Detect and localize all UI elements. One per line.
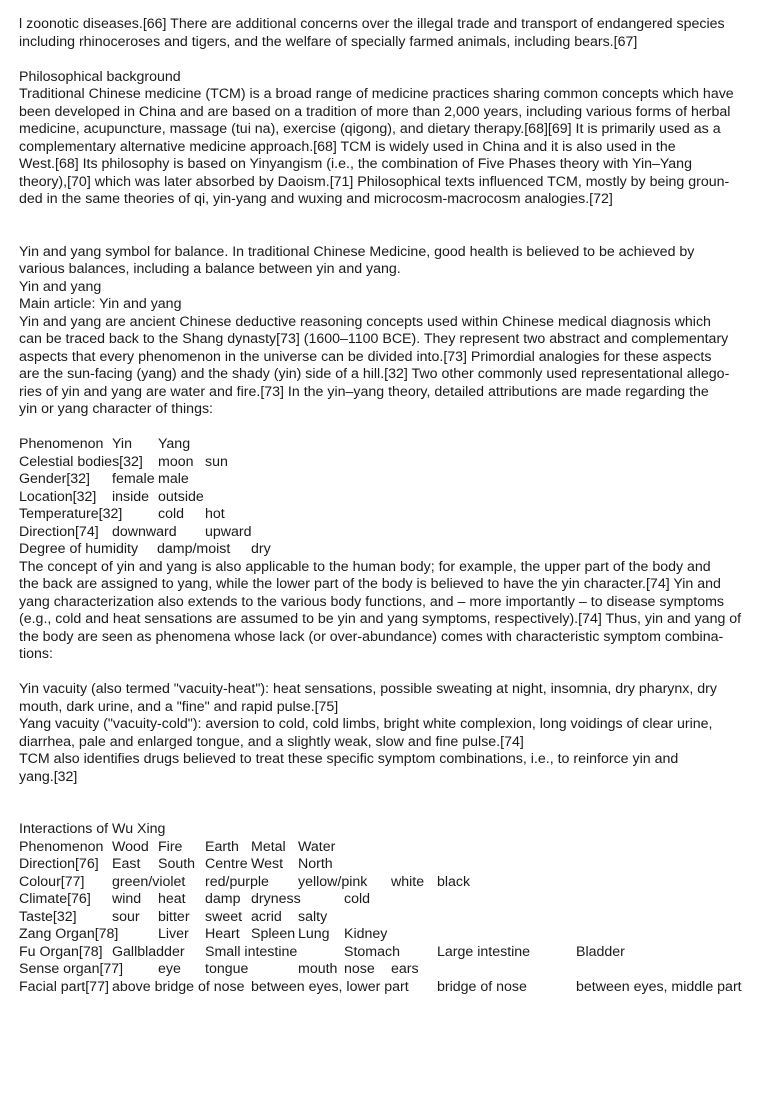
table-cell: heat bbox=[158, 891, 186, 907]
table-cell: Taste[32] bbox=[19, 908, 77, 925]
table-header-cell: Fire bbox=[158, 838, 183, 855]
table-cell: white bbox=[391, 873, 425, 890]
table-cell: inside bbox=[112, 488, 150, 505]
yinyang-line: aspects that every phenomenon in the universe can be divided into.[73] Primordial analogies for these aspects bbox=[19, 348, 712, 365]
table-cell: sour bbox=[112, 908, 140, 925]
table-cell: damp/moist bbox=[157, 541, 231, 557]
philosophical-line: Traditional Chinese medicine (TCM) is a broad range of medicine practices sharing common concepts which have bbox=[19, 86, 734, 102]
table-cell: above bridge of nose bbox=[112, 978, 245, 995]
table-cell: North bbox=[298, 856, 333, 872]
table-header-cell: Earth bbox=[205, 838, 239, 855]
table-cell: dry bbox=[251, 541, 271, 557]
intro-line: l zoonotic diseases.[66] There are additional concerns over the illegal trade and transport of endangered species bbox=[19, 16, 725, 32]
table-cell: cold bbox=[158, 506, 185, 522]
table-cell: Temperature[32] bbox=[19, 506, 123, 522]
table-row bbox=[19, 926, 749, 944]
table-row bbox=[19, 856, 749, 874]
table-cell: Climate[76] bbox=[19, 891, 91, 907]
table-cell: cold bbox=[344, 891, 371, 907]
table-cell: Degree of humidity bbox=[19, 541, 139, 557]
philosophical-heading: Philosophical background bbox=[19, 68, 181, 85]
table-cell: dryness bbox=[251, 891, 301, 907]
body-line: (e.g., cold and heat sensations are assumed to be yin and yang symptoms, respectively).[74] Thus, yin and yang of bbox=[19, 611, 742, 627]
table-cell: Gender[32] bbox=[19, 471, 90, 487]
table-cell: downward bbox=[112, 523, 177, 540]
vacuity-line: TCM also identifies drugs believed to treat these specific symptom combinations, i.e., to reinforce yin and bbox=[19, 751, 679, 767]
table-cell: upward bbox=[205, 523, 252, 540]
wuxing-section bbox=[19, 821, 749, 996]
table-cell: Centre bbox=[205, 856, 248, 872]
table-cell: Small intestine bbox=[205, 943, 298, 960]
table-cell: Liver bbox=[158, 926, 189, 942]
table-cell: Heart bbox=[205, 926, 240, 942]
table-row bbox=[19, 944, 749, 962]
vacuity-line: Yin vacuity (also termed "vacuity-heat"): heat sensations, possible sweating at night, insomnia, dry pharynx, dry bbox=[19, 681, 717, 697]
table-cell: bridge of nose bbox=[437, 978, 527, 995]
table-cell: Fu Organ[78] bbox=[19, 943, 103, 960]
table-cell: between eyes, lower part bbox=[251, 978, 409, 995]
table-cell: Direction[74] bbox=[19, 523, 99, 540]
table-cell: outside bbox=[158, 488, 204, 505]
table-cell: Colour[77] bbox=[19, 873, 85, 890]
yinyang-line: are the sun-facing (yang) and the shady (yin) side of a hill.[32] Two other commonly used representational allego- bbox=[19, 366, 730, 382]
table-row bbox=[19, 524, 749, 542]
table-cell: eye bbox=[158, 961, 181, 977]
table-cell: black bbox=[437, 873, 471, 890]
table-cell: male bbox=[158, 471, 189, 487]
table-cell: bitter bbox=[158, 908, 190, 925]
wuxing-heading: Interactions of Wu Xing bbox=[19, 821, 166, 837]
table-cell: hot bbox=[205, 506, 225, 522]
table-row bbox=[19, 489, 749, 507]
yinyang-table bbox=[19, 436, 749, 559]
table-cell: Kidney bbox=[344, 926, 388, 942]
table-header-cell: Wood bbox=[112, 838, 149, 855]
table-cell: tongue bbox=[205, 961, 249, 977]
main-article-note: Main article: Yin and yang bbox=[19, 296, 182, 312]
table-cell: Facial part[77] bbox=[19, 978, 109, 995]
table-cell: sweet bbox=[205, 908, 243, 925]
table-cell: nose bbox=[344, 961, 375, 977]
table-cell: Bladder bbox=[576, 943, 625, 960]
yinyang-section bbox=[19, 244, 749, 419]
table-cell: female bbox=[112, 471, 155, 487]
vacuity-section bbox=[19, 681, 749, 786]
vacuity-line: Yang vacuity ("vacuity-cold"): aversion to cold, cold limbs, bright white complexion, long voidings of clear urine, bbox=[19, 716, 713, 732]
table-header-cell: Yang bbox=[158, 436, 191, 452]
philosophical-line: West.[68] Its philosophy is based on Yinyangism (i.e., the combination of Five Phases theory with Yin–Yang bbox=[19, 156, 692, 172]
table-cell: yellow/pink bbox=[298, 873, 368, 890]
philosophical-line: theory),[70] which was later absorbed by Daoism.[71] Philosophical texts influenced TCM, mostly by being groun- bbox=[19, 173, 730, 190]
table-cell: green/violet bbox=[112, 873, 186, 890]
philosophical-section bbox=[19, 69, 749, 209]
vacuity-line: mouth, dark urine, and a "fine" and rapid pulse.[75] bbox=[19, 698, 339, 715]
yinyang-caption-line: Yin and yang symbol for balance. In traditional Chinese Medicine, good health is believed to be achieved by bbox=[19, 243, 695, 260]
vacuity-line: yang.[32] bbox=[19, 768, 78, 785]
intro-line: including rhinoceroses and tigers, and the welfare of specially farmed animals, including bears.[67] bbox=[19, 33, 638, 50]
yinyang-line: Yin and yang are ancient Chinese deductive reasoning concepts used within Chinese medical diagnosis which bbox=[19, 313, 711, 330]
table-cell: Zang Organ[78] bbox=[19, 926, 119, 942]
intro-paragraph bbox=[19, 16, 749, 51]
table-header-cell: Phenomenon bbox=[19, 838, 104, 855]
table-cell: red/purple bbox=[205, 873, 269, 890]
table-row bbox=[19, 874, 749, 892]
table-header-cell: Phenomenon bbox=[19, 436, 104, 452]
table-cell: salty bbox=[298, 908, 328, 925]
table-row bbox=[19, 979, 749, 997]
philosophical-line: ded in the same theories of qi, yin-yang and wuxing and microcosm-macrocosm analogies.[72] bbox=[19, 191, 613, 207]
table-row bbox=[19, 961, 749, 979]
table-cell: mouth bbox=[298, 961, 338, 977]
yinyang-line: yin or yang character of things: bbox=[19, 401, 213, 417]
table-cell: moon bbox=[158, 453, 194, 470]
yinyang-heading: Yin and yang bbox=[19, 278, 102, 295]
table-cell: Gallbladder bbox=[112, 943, 185, 960]
table-cell: sun bbox=[205, 453, 228, 470]
table-row bbox=[19, 454, 749, 472]
table-cell: West bbox=[251, 856, 284, 872]
vacuity-line: diarrhea, pale and enlarged tongue, and a slightly weak, slow and fine pulse.[74] bbox=[19, 733, 524, 750]
yinyang-line: ries of yin and yang are water and fire.[73] In the yin–yang theory, detailed attributions are made regarding the bbox=[19, 383, 709, 400]
table-header-row bbox=[19, 839, 749, 857]
table-header-cell: Yin bbox=[112, 436, 132, 452]
table-cell: wind bbox=[112, 891, 142, 907]
table-header-cell: Metal bbox=[251, 838, 286, 855]
table-cell: between eyes, middle part bbox=[576, 978, 742, 995]
table-cell: Stomach bbox=[344, 943, 400, 960]
table-header-row bbox=[19, 436, 749, 454]
table-row bbox=[19, 471, 749, 489]
table-cell: ears bbox=[391, 961, 419, 977]
table-cell: Direction[76] bbox=[19, 856, 99, 872]
table-cell: East bbox=[112, 856, 141, 872]
table-cell: acrid bbox=[251, 908, 282, 925]
body-line: tions: bbox=[19, 646, 53, 662]
yinyang-caption-line: various balances, including a balance between yin and yang. bbox=[19, 261, 401, 277]
table-cell: Location[32] bbox=[19, 488, 97, 505]
table-row bbox=[19, 909, 749, 927]
table-cell: Lung bbox=[298, 926, 330, 942]
table-row bbox=[19, 506, 749, 524]
table-cell: Sense organ[77] bbox=[19, 961, 124, 977]
philosophical-line: medicine, acupuncture, massage (tui na), exercise (qigong), and dietary therapy.[68][69] It is primarily used as a bbox=[19, 121, 721, 137]
table-cell: Large intestine bbox=[437, 943, 531, 960]
document-body bbox=[19, 16, 749, 996]
yinyang-line: can be traced back to the Shang dynasty[73] (1600–1100 BCE). They represent two abstract and complementary bbox=[19, 331, 729, 347]
body-line: yang characterization also extends to the various body functions, and – more importantly – to disease symptoms bbox=[19, 593, 725, 610]
body-line: the back are assigned to yang, while the lower part of the body is believed to have the yin character.[74] Yin and bbox=[19, 576, 721, 592]
body-paragraph bbox=[19, 559, 749, 664]
body-line: The concept of yin and yang is also applicable to the human body; for example, the upper part of the body and bbox=[19, 558, 711, 575]
table-row bbox=[19, 891, 749, 909]
table-cell: damp bbox=[205, 891, 241, 907]
body-line: the body are seen as phenomena whose lack (or over-abundance) comes with characteristic symptom combina- bbox=[19, 628, 724, 645]
table-cell: Spleen bbox=[251, 926, 296, 942]
philosophical-line: been developed in China and are based on a tradition of more than 2,000 years, including various forms of herbal bbox=[19, 103, 731, 120]
table-row bbox=[19, 541, 749, 559]
table-cell: Celestial bodies[32] bbox=[19, 453, 143, 470]
philosophical-line: complementary alternative medicine approach.[68] TCM is widely used in China and it is also used in the bbox=[19, 138, 676, 155]
table-header-cell: Water bbox=[298, 838, 336, 855]
table-cell: South bbox=[158, 856, 196, 872]
